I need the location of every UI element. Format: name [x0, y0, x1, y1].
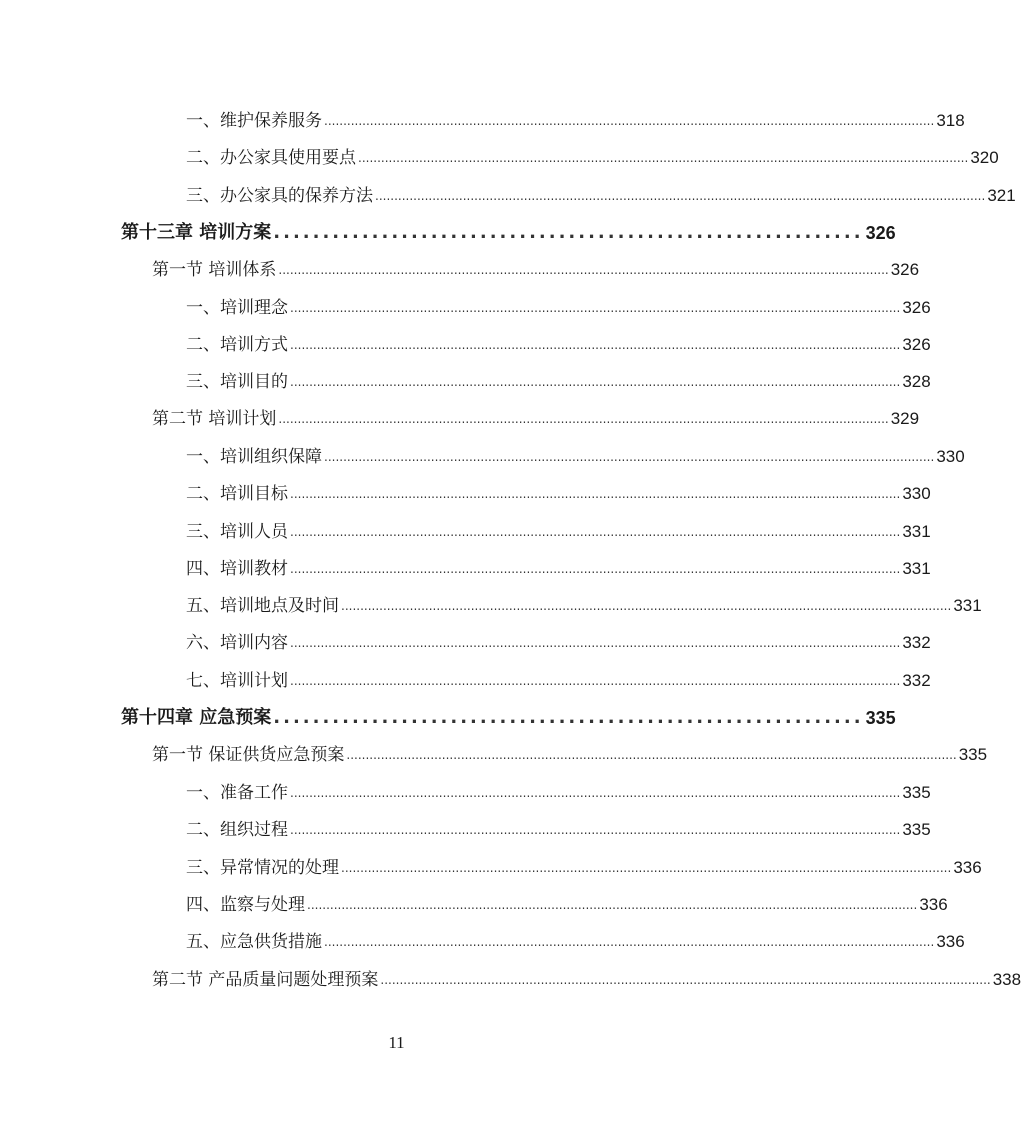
toc-section-entry[interactable]	[152, 255, 920, 281]
toc-leader-dots: ................................................................................................................................................................	[324, 114, 935, 128]
toc-leader-dots: ............................................................	[273, 222, 864, 243]
toc-entry-label: 第一节 保证供货应急预案	[152, 745, 345, 765]
toc-entry-page: 336	[936, 932, 965, 951]
toc-entry-page: 336	[919, 895, 948, 914]
toc-entry-page: 330	[902, 484, 931, 503]
toc-entry-label: 四、培训教材	[186, 559, 288, 579]
toc-entry[interactable]	[186, 815, 931, 841]
toc-leader-dots: ................................................................................................................................................................	[290, 487, 901, 501]
toc-entry-label: 二、培训方式	[186, 335, 288, 355]
toc-leader-dots: ................................................................................................................................................................	[290, 301, 901, 315]
toc-entry[interactable]	[186, 554, 931, 580]
toc-entry-page: 318	[936, 111, 965, 130]
toc-leader-dots: ................................................................................................................................................................	[290, 674, 901, 688]
toc-entry-label: 第二节 产品质量问题处理预案	[152, 970, 379, 990]
toc-entry-label: 二、组织过程	[186, 820, 288, 840]
toc-leader-dots: ................................................................................................................................................................	[290, 562, 901, 576]
toc-entry-page: 331	[902, 559, 931, 578]
toc-entry-label: 三、培训目的	[186, 372, 288, 392]
toc-entry[interactable]	[186, 442, 965, 468]
toc-leader-dots: ................................................................................................................................................................	[290, 636, 901, 650]
toc-entry[interactable]	[186, 106, 965, 132]
toc-entry[interactable]	[186, 927, 965, 953]
toc-entry[interactable]	[186, 666, 931, 692]
toc-leader-dots: ................................................................................................................................................................	[290, 375, 901, 389]
toc-entry-label: 七、培训计划	[186, 671, 288, 691]
toc-entry-label: 第十四章 应急预案	[121, 707, 272, 728]
toc-entry-page: 326	[865, 223, 896, 243]
toc-entry-label: 三、办公家具的保养方法	[186, 186, 373, 206]
toc-entry-label: 一、维护保养服务	[186, 111, 322, 131]
toc-leader-dots: ................................................................................................................................................................	[324, 450, 935, 464]
toc-entry[interactable]	[186, 628, 931, 654]
toc-entry-label: 二、办公家具使用要点	[186, 148, 356, 168]
toc-leader-dots: ................................................................................................................................................................	[278, 412, 889, 426]
toc-entry-label: 六、培训内容	[186, 633, 288, 653]
toc-entry-label: 五、应急供货措施	[186, 932, 322, 952]
toc-leader-dots: ................................................................................................................................................................	[375, 189, 986, 203]
toc-entry[interactable]	[186, 479, 931, 505]
toc-leader-dots: ................................................................................................................................................................	[341, 861, 952, 875]
toc-entry-label: 第十三章 培训方案	[121, 222, 272, 243]
toc-chapter-entry[interactable]	[121, 218, 896, 244]
toc-entry-label: 三、培训人员	[186, 522, 288, 542]
toc-entry[interactable]	[186, 330, 931, 356]
toc-entry-label: 一、准备工作	[186, 783, 288, 803]
toc-leader-dots: ................................................................................................................................................................	[290, 786, 901, 800]
toc-leader-dots: ................................................................................................................................................................	[307, 898, 918, 912]
toc-entry[interactable]	[186, 890, 948, 916]
toc-entry-page: 335	[958, 745, 988, 764]
toc-entry[interactable]	[186, 591, 982, 617]
toc-section-entry[interactable]	[152, 740, 988, 766]
toc-entry[interactable]	[186, 517, 931, 543]
toc-entry-page: 338	[992, 970, 1021, 989]
toc-entry-page: 335	[902, 783, 931, 802]
toc-entry-page: 335	[865, 708, 896, 728]
toc-entry-page: 329	[890, 409, 920, 428]
toc-entry-page: 335	[902, 820, 931, 839]
toc-entry[interactable]	[186, 778, 931, 804]
toc-leader-dots: ................................................................................................................................................................	[290, 823, 901, 837]
toc-leader-dots: ................................................................................................................................................................	[290, 525, 901, 539]
toc-entry[interactable]	[186, 143, 999, 169]
toc-entry-page: 326	[890, 260, 920, 279]
toc-entry[interactable]	[186, 293, 931, 319]
toc-leader-dots: ............................................................	[273, 707, 864, 728]
toc-entry-page: 330	[936, 447, 965, 466]
toc-chapter-entry[interactable]	[121, 703, 896, 729]
toc-leader-dots: ................................................................................................................................................................	[380, 973, 991, 987]
toc-entry-page: 328	[902, 372, 931, 391]
toc-entry[interactable]	[186, 181, 1016, 207]
toc-leader-dots: ................................................................................................................................................................	[324, 935, 935, 949]
page-number: 11	[388, 1033, 405, 1052]
toc-leader-dots: ................................................................................................................................................................	[358, 151, 969, 165]
toc-entry-label: 第二节 培训计划	[152, 409, 277, 429]
toc-entry-page: 332	[902, 671, 931, 690]
toc-entry-page: 331	[953, 596, 982, 615]
toc-entry-label: 一、培训理念	[186, 298, 288, 318]
toc-entry-label: 第一节 培训体系	[152, 260, 277, 280]
toc-leader-dots: ................................................................................................................................................................	[278, 263, 889, 277]
toc-leader-dots: ................................................................................................................................................................	[290, 338, 901, 352]
toc-entry-page: 336	[953, 858, 982, 877]
toc-entry-page: 326	[902, 298, 931, 317]
toc-entry-page: 320	[970, 148, 999, 167]
toc-section-entry[interactable]	[152, 404, 920, 430]
toc-entry[interactable]	[186, 853, 982, 879]
toc-section-entry[interactable]	[152, 965, 1021, 991]
toc-leader-dots: ................................................................................................................................................................	[341, 599, 952, 613]
toc-entry-label: 三、异常情况的处理	[186, 858, 339, 878]
toc-entry[interactable]	[186, 367, 931, 393]
toc-entry-label: 一、培训组织保障	[186, 447, 322, 467]
toc-entry-page: 326	[902, 335, 931, 354]
toc-entry-label: 二、培训目标	[186, 484, 288, 504]
toc-entry-page: 331	[902, 522, 931, 541]
toc-entry-label: 四、监察与处理	[186, 895, 305, 915]
toc-entry-page: 321	[987, 186, 1016, 205]
toc-entry-label: 五、培训地点及时间	[186, 596, 339, 616]
toc-leader-dots: ................................................................................................................................................................	[346, 748, 957, 762]
toc-entry-page: 332	[902, 633, 931, 652]
